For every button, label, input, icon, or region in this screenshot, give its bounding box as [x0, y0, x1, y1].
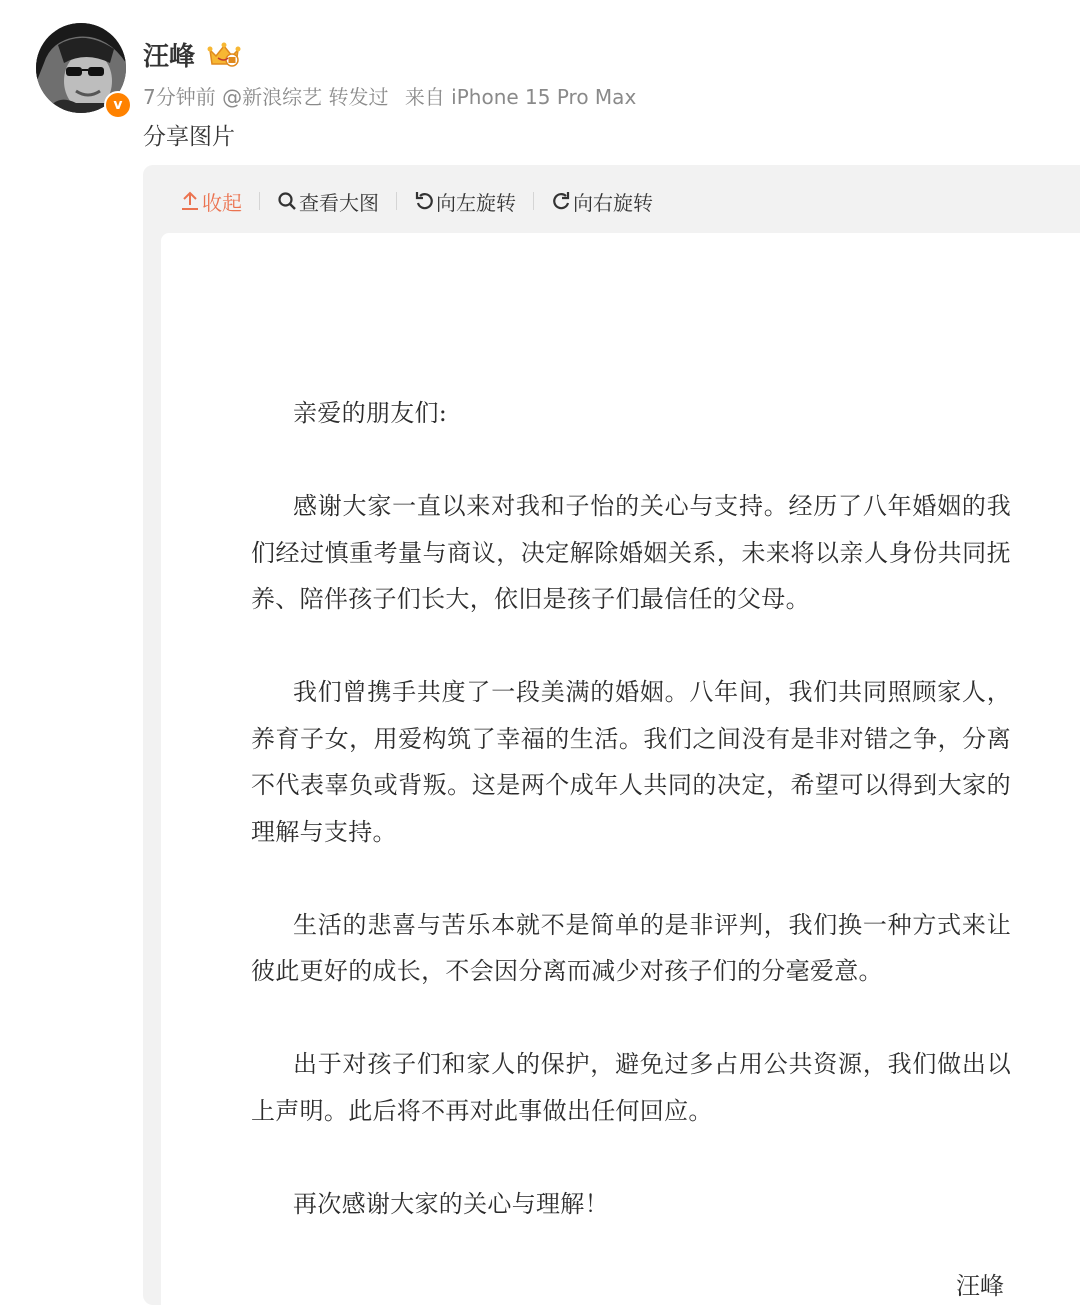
view-large-label: 查看大图: [299, 190, 379, 215]
rotate-left-label: 向左旋转: [436, 190, 516, 215]
post-text: 分享图片: [143, 124, 235, 150]
verified-badge: v: [104, 91, 132, 119]
letter-paragraph: 出于对孩子们和家人的保护，避免过多占用公共资源，我们做出以上声明。此后将不再对此事做出任何回应。: [251, 1050, 1011, 1125]
letter-body: [251, 390, 1011, 1274]
rotate-right-icon: [551, 190, 571, 212]
letter-signature: 汪峰: [956, 1272, 1004, 1300]
toolbar-divider: [396, 192, 397, 210]
letter-paragraph: 再次感谢大家的关心与理解！: [293, 1189, 609, 1218]
collapse-label: 收起: [202, 190, 242, 215]
rotate-right-button[interactable]: [551, 187, 653, 216]
letter-paragraph: 感谢大家一直以来对我和子怡的关心与支持。经历了八年婚姻的我们经过慎重考量与商议，决定解除婚姻关系，未来将以亲人身份共同抚养、陪伴孩子们长大，依旧是孩子们最信任的父母。: [251, 492, 1011, 613]
rotate-left-icon: [414, 190, 434, 212]
letter-paragraph: 我们曾携手共度了一段美满的婚姻。八年间，我们共同照顾家人，养育子女，用爱构筑了幸福的生活。我们之间没有是非对错之争，分离不代表辜负或背叛。这是两个成年人共同的决定，希望可以得到大家的理解与支持。: [251, 678, 1011, 846]
rotate-right-label: 向右旋转: [573, 190, 653, 215]
toolbar-divider: [533, 192, 534, 210]
rotate-left-button[interactable]: [414, 187, 516, 216]
post-meta: [143, 81, 636, 110]
author-name[interactable]: 汪峰: [143, 42, 196, 72]
vip-crown-icon[interactable]: [206, 40, 242, 70]
collapse-button[interactable]: [180, 187, 242, 216]
view-large-button[interactable]: [277, 187, 379, 216]
post-client: 来自 iPhone 15 Pro Max: [404, 85, 637, 109]
repost-source[interactable]: @新浪综艺 转发过: [222, 85, 389, 109]
image-toolbar: [180, 186, 653, 216]
letter-paragraph: 生活的悲喜与苦乐本就不是简单的是非评判，我们换一种方式来让彼此更好的成长，不会因分离而减少对孩子们的分毫爱意。: [251, 910, 1011, 985]
letter-salutation: 亲爱的朋友们:: [293, 399, 448, 427]
toolbar-divider: [259, 192, 260, 210]
search-icon: [277, 190, 297, 212]
post-time[interactable]: 7分钟前: [143, 85, 216, 109]
collapse-arrow-icon: [180, 190, 200, 212]
